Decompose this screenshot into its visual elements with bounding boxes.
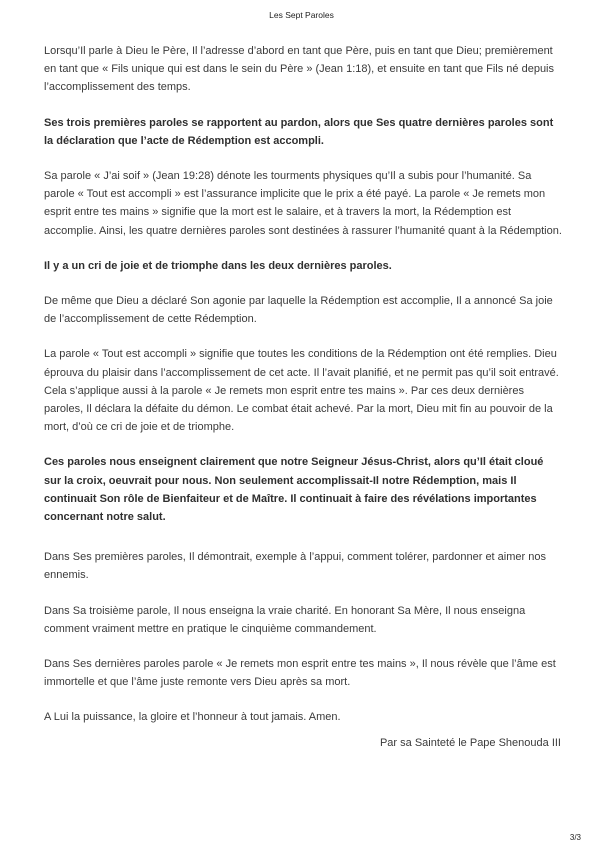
page-header-title: Les Sept Paroles bbox=[269, 10, 334, 20]
page-number: 3/3 bbox=[569, 833, 581, 842]
paragraph-9: Dans Sa troisième parole, Il nous enseigna la vraie charité. En honorant Sa Mère, Il nous enseigna comment vraiment mettre en pratique le cinquième commandement. bbox=[44, 604, 526, 635]
paragraph-7: Ces paroles nous enseignent clairement que notre Seigneur Jésus-Christ, alors qu’Il était cloué sur la croix, oeuvrait pour nous. Non seulement accomplissait-Il notre Rédemption, mais Il continuait Son rôle de Bienfaiteur et de Maître. Il continuait à faire des révélations importantes concernant notre salut. bbox=[44, 456, 544, 524]
document-body bbox=[44, 42, 562, 727]
paragraph-1: Lorsqu’Il parle à Dieu le Père, Il l’adresse d’abord en tant que Père, puis en tant que Dieu; premièrement en tant que « Fils unique qui est dans le sein du Père » (Jean 1:18), et ensuite en tant que Fils né depuis l’accomplissement des temps. bbox=[44, 45, 555, 94]
signature: Par sa Sainteté le Pape Shenouda III bbox=[379, 737, 561, 749]
paragraph-2: Ses trois premières paroles se rapportent au pardon, alors que Ses quatre dernières paroles sont la déclaration que l’acte de Rédemption est accompli. bbox=[44, 116, 554, 147]
paragraph-8: Dans Ses premières paroles, Il démontrait, exemple à l’appui, comment tolérer, pardonner et aimer nos ennemis. bbox=[44, 551, 546, 582]
paragraph-5: De même que Dieu a déclaré Son agonie par laquelle la Rédemption est accomplie, Il a annoncé Sa joie de l’accomplissement de cette Rédemption. bbox=[44, 295, 553, 326]
paragraph-11: A Lui la puissance, la gloire et l’honneur à tout jamais. Amen. bbox=[44, 711, 341, 724]
paragraph-3: Sa parole « J’ai soif » (Jean 19:28) dénote les tourments physiques qu’Il a subis pour l’humanité. Sa parole « Tout est accompli » est l’assurance implicite que le prix a été payé. La parole « Je remets mon esprit entre tes mains » signifie que la mort est le salaire, et à travers la mort, la Rédemption est accomplie. Ainsi, les quatre dernières paroles sont destinées à rassurer l’humanité quant à la Rédemption. bbox=[44, 170, 562, 237]
paragraph-10: Dans Ses dernières paroles parole « Je remets mon esprit entre tes mains », Il nous révèle que l’âme est immortelle et que l’âme juste remonte vers Dieu après sa mort. bbox=[44, 658, 556, 689]
paragraph-4: Il y a un cri de joie et de triomphe dans les deux dernières paroles. bbox=[44, 259, 392, 272]
paragraph-6: La parole « Tout est accompli » signifie que toutes les conditions de la Rédemption ont été remplies. Dieu éprouva du plaisir dans l’accomplissement de cet acte. Il l’avait planifié, et ne permit pas qu’il soit entravé. Cela s’applique aussi à la parole « Je remets mon esprit entre tes mains ». Par ces deux dernières paroles, Il déclara la défaite du démon. Le combat était achevé. Par la mort, Dieu mit fin au pouvoir de la mort, d’où ce cri de joie et de triomphe. bbox=[44, 348, 559, 434]
